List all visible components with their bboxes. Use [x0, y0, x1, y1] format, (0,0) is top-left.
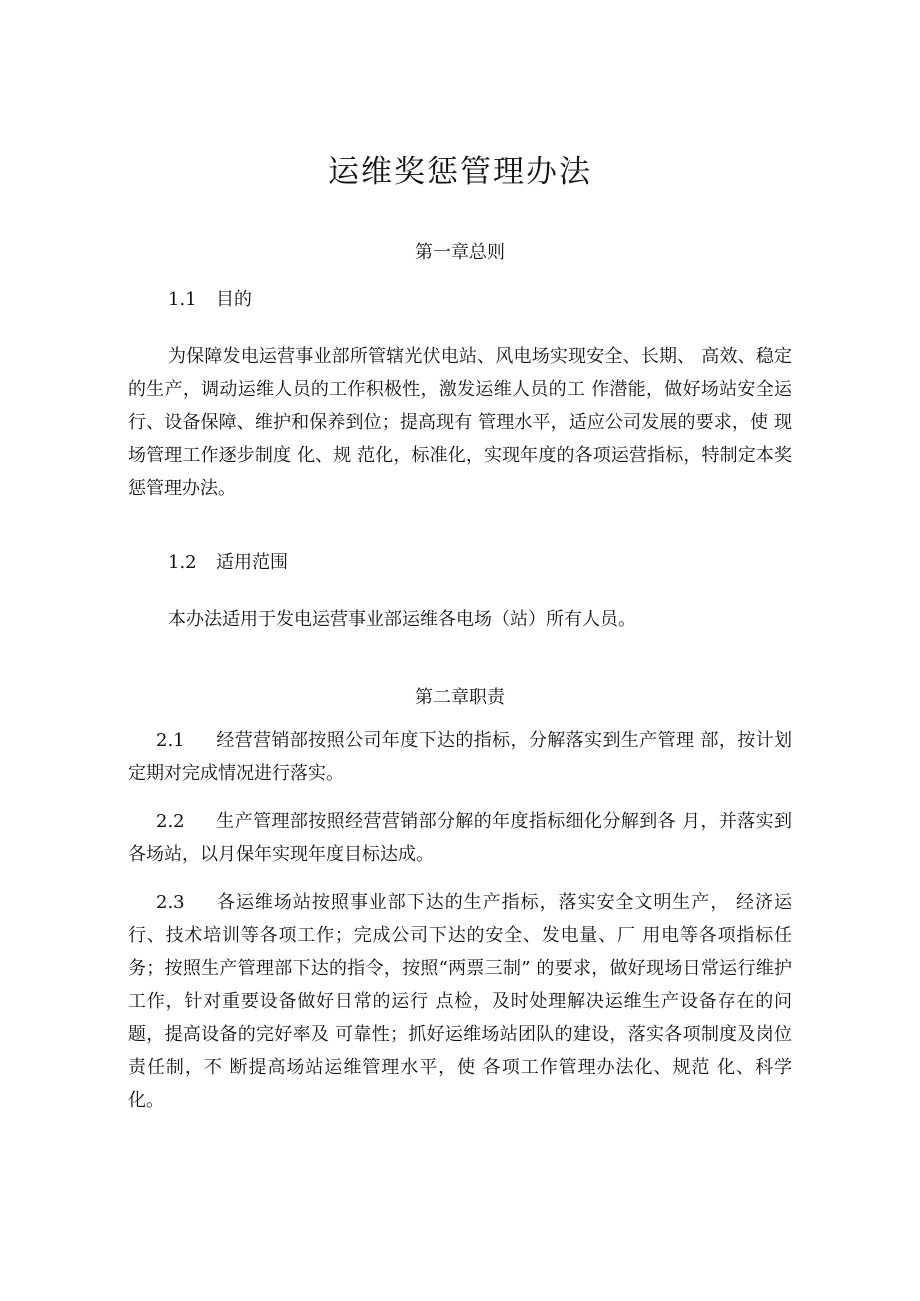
section-title: 适用范围: [216, 552, 288, 573]
item-text: 生产管理部按照经营营销部分解的年度指标细化分解到各 月，并落实到各场站，以月保年实现年度目标达成。: [128, 811, 792, 865]
section-number: 1.1: [168, 289, 197, 310]
item-text: 各运维场站按照事业部下达的生产指标，落实安全文明生产， 经济运行、技术培训等各项工作；完成公司下达的安全、发电量、厂 用电等各项指标任务；按照生产管理部下达的指令，按照“两票三制” 的要求，做好现场日常运行维护工作，针对重要设备做好日常的运行 点检，及时处理解决运维生产设备存在的问题，提高设备的完好率及 可靠性；抓好运维场站团队的建设，落实各项制度及岗位责任制，不 断提高场站运维管理水平，使 各项工作管理办法化、规范 化、科学 化。: [128, 892, 792, 1111]
item-2-1: [128, 724, 792, 790]
item-text: 经营营销部按照公司年度下达的指标，分解落实到生产管理 部，按计划定期对完成情况进行落实。: [128, 730, 792, 784]
item-number: 2.2: [156, 811, 185, 832]
section-1-2-heading: [168, 548, 288, 578]
section-number: 1.2: [168, 552, 197, 573]
section-1-1-body: 为保障发电运营事业部所管辖光伏电站、风电场实现安全、长期、 高效、稳定的生产，调动运维人员的工作积极性，激发运维人员的工 作潜能，做好场站安全运行、设备保障、维护和保养到位；提高现有 管理水平，适应公司发展的要求，使 现场管理工作逐步制度 化、规 范化，标准化，实现年度的各项运营指标，特制定本奖惩管理办法。: [128, 346, 792, 499]
chapter-2-heading: 第二章职责: [415, 687, 505, 708]
chapter-1-heading: 第一章总则: [415, 242, 505, 263]
item-2-2: [128, 805, 792, 871]
item-number: 2.3: [156, 892, 185, 913]
item-2-3: [128, 886, 792, 1117]
section-1-1-heading: [168, 285, 252, 315]
section-1-2-body: 本办法适用于发电运营事业部运维各电场（站）所有人员。: [168, 609, 636, 630]
document-title: 运维奖惩管理办法: [328, 154, 592, 190]
section-title: 目的: [216, 289, 252, 310]
item-number: 2.1: [156, 730, 185, 751]
